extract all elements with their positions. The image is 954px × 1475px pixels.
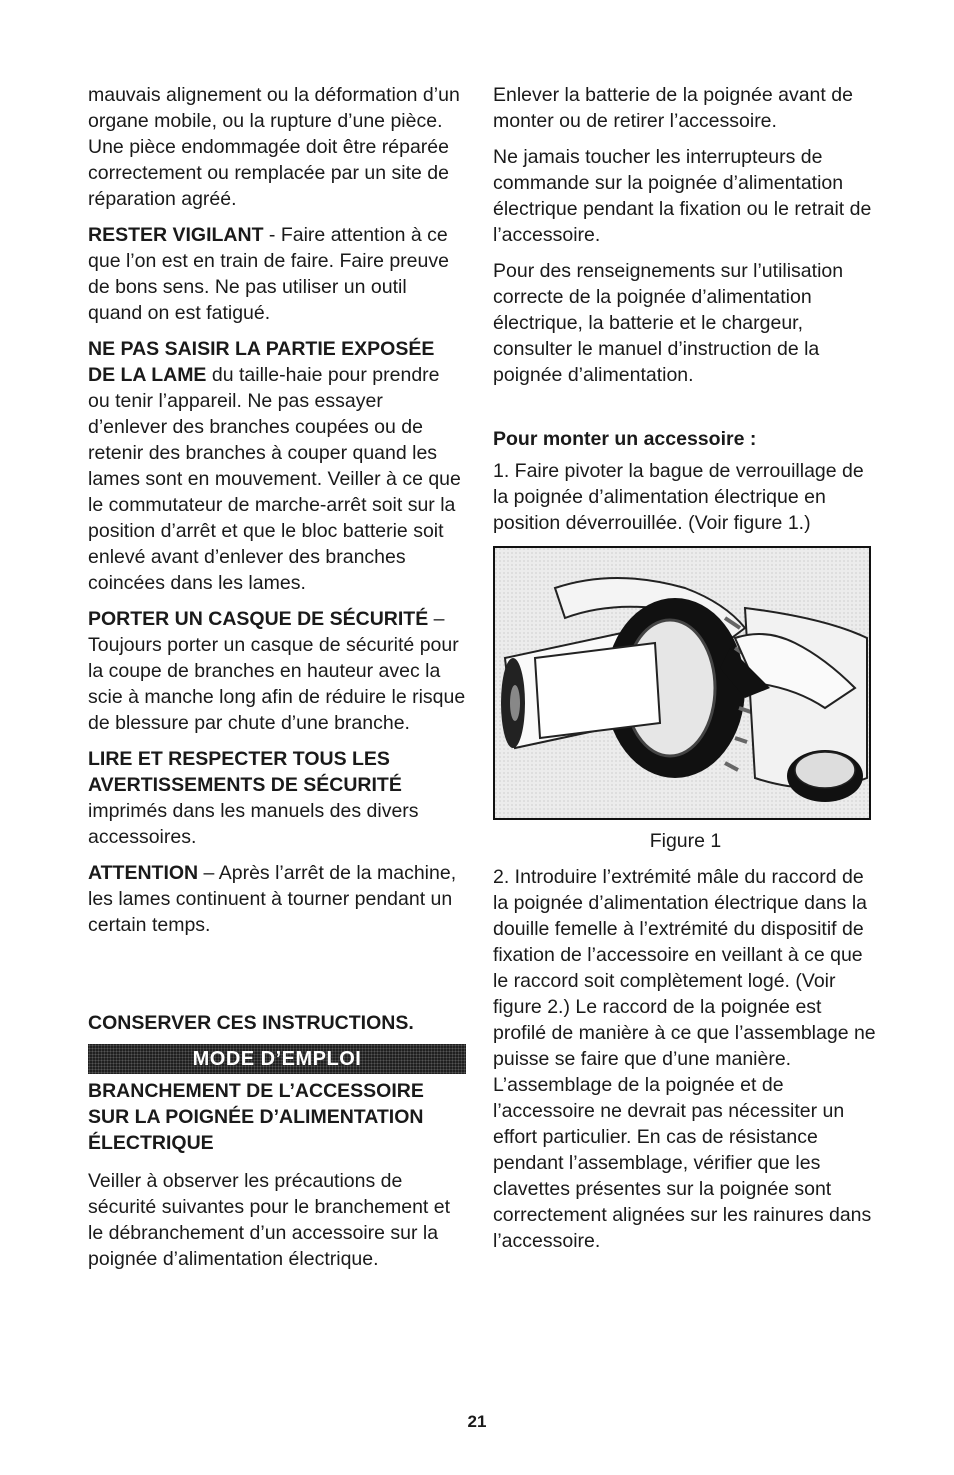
paragraph-rester-vigilant — [88, 222, 466, 326]
sub-heading-monter: Pour monter un accessoire : — [493, 428, 757, 450]
spacer — [493, 398, 878, 426]
warning-text: – Toujours porter un casque de sécurité pour la coupe de branches en hauteur avec la scie à manche long afin de réduire le risque de blessure par chute d’une branche. — [88, 608, 466, 734]
warning-title: LIRE ET RESPECTER TOUS LES AVERTISSEMENTS DE SÉCURITÉ — [88, 748, 402, 796]
section-heading: BRANCHEMENT DE L’ACCESSOIRE SUR LA POIGNÉE D’ALIMENTATION ÉLECTRIQUE — [88, 1080, 424, 1154]
spacer — [88, 948, 466, 1010]
warning-title: RESTER VIGILANT — [88, 224, 264, 246]
paragraph-casque — [88, 606, 466, 736]
warning-text: - Faire attention à ce que l’on est en train de faire. Faire preuve de bons sens. Ne pas utiliser un outil quand on est fatigué. — [88, 224, 449, 324]
step-1: 1. Faire pivoter la bague de verrouillage de la poignée d’alimentation électrique en position déverrouillée. (Voir figure 1.) — [493, 460, 864, 534]
step-2: 2. Introduire l’extrémité mâle du raccord de la poignée d’alimentation électrique dans la douille femelle à l’extrémité du dispositif de fixation de l’accessoire en veillant à ce que le raccord soit complètement logé. (Voir figure 2.) Le raccord de la poignée est profilé de manière à ce que l’assemblage ne puisse se faire que d’une manière. L’assemblage de la poignée et de l’accessoire ne devrait pas nécessiter un effort particulier. En cas de résistance pendant l’assemblage, vérifier que les clavettes présentes sur la poignée sont correctement alignées sur les rainures dans l’accessoire. — [493, 866, 876, 1252]
paragraph-damaged-part: mauvais alignement ou la déformation d’un organe mobile, ou la rupture d’une pièce. Une pièce endommagée doit être réparée correctement ou remplacée par un site de réparation agréé. — [88, 84, 460, 210]
paragraph-attention — [88, 860, 466, 938]
figure-1-illustration — [493, 546, 871, 820]
conserver-instructions: CONSERVER CES INSTRUCTIONS. — [88, 1012, 414, 1034]
warning-title: ATTENTION — [88, 862, 199, 884]
coupling-ring-illustration — [495, 548, 869, 818]
mode-emploi-banner: MODE D’EMPLOI — [88, 1044, 466, 1074]
warning-title: PORTER UN CASQUE DE SÉCURITÉ — [88, 608, 429, 630]
paragraph-switches: Ne jamais toucher les interrupteurs de commande sur la poignée d’alimentation électrique pendant la fixation ou le retrait de l’accessoire. — [493, 146, 872, 246]
warning-title: NE PAS SAISIR LA PARTIE EXPOSÉE DE LA LAME — [88, 338, 435, 386]
paragraph-renseignements: Pour des renseignements sur l’utilisation correcte de la poignée d’alimentation électrique, la batterie et le chargeur, consulter le manuel d’instruction de la poignée d’alimentation. — [493, 260, 844, 386]
paragraph-remove-battery: Enlever la batterie de la poignée avant de monter ou de retirer l’accessoire. — [493, 84, 853, 132]
right-column — [493, 82, 878, 1264]
warning-text: imprimés dans les manuels des divers accessoires. — [88, 800, 419, 848]
paragraph-precautions: Veiller à observer les précautions de sécurité suivantes pour le branchement et le débranchement d’un accessoire sur la poignée d’alimentation électrique. — [88, 1170, 451, 1270]
paragraph-avertissements — [88, 746, 466, 850]
warning-text: – Après l’arrêt de la machine, les lames continuent à tourner pendant un certain temps. — [88, 862, 457, 936]
figure-caption: Figure 1 — [649, 830, 722, 852]
page-number: 21 — [467, 1412, 487, 1431]
paragraph-lame — [88, 336, 466, 596]
warning-text: du taille-haie pour prendre ou tenir l’appareil. Ne pas essayer d’enlever des branches coupées ou de retenir des branches à couper quand les lames sont en mouvement. Veiller à ce que le commutateur de marche-arrêt soit sur la position d’arrêt et que le bloc batterie soit enlevé avant d’enlever des branches coincées dans les lames. — [88, 364, 461, 594]
left-column — [88, 82, 466, 1282]
